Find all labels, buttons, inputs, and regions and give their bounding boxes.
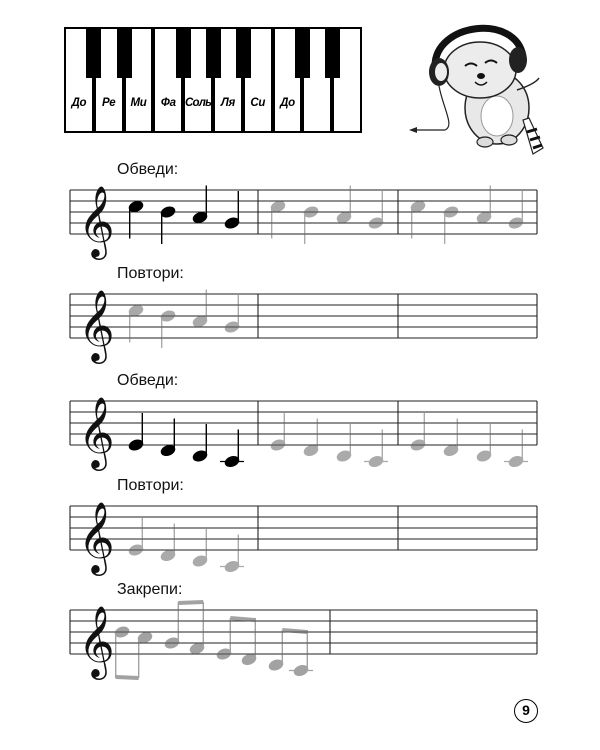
note-group-trace <box>113 602 313 678</box>
piano-key-label-do: До <box>71 97 87 109</box>
treble-clef-icon <box>78 395 115 471</box>
note <box>220 430 244 469</box>
note <box>335 424 353 463</box>
treble-clef-icon <box>78 604 115 680</box>
note <box>159 524 177 563</box>
svg-text:𝄞: 𝄞 <box>78 395 115 468</box>
note <box>191 424 209 463</box>
treble-clef-icon <box>78 288 115 364</box>
piano-key-label-la: Ля <box>220 97 235 109</box>
note <box>409 413 427 452</box>
note-group-solid <box>127 413 244 469</box>
staff-2 <box>0 274 600 394</box>
piano-key-label-mi: Ми <box>130 97 147 109</box>
note <box>159 419 177 458</box>
note <box>127 199 145 238</box>
note-group-trace <box>127 290 241 349</box>
note <box>507 191 525 230</box>
treble-clef-icon <box>78 500 115 576</box>
note <box>127 518 145 557</box>
staff-1 <box>0 170 600 290</box>
piano-black-key <box>86 27 101 78</box>
note-group-trace <box>269 413 528 469</box>
exercise-4-instruction: Повтори: <box>117 477 184 494</box>
note <box>159 309 177 348</box>
note <box>367 191 385 230</box>
piano-black-key <box>236 27 251 78</box>
note <box>475 186 493 225</box>
note-group-solid <box>127 186 241 245</box>
exercise-5-instruction: Закрепи: <box>117 581 183 598</box>
staff-4 <box>0 486 600 606</box>
note <box>269 199 287 238</box>
piano-key-label-sol: Соль <box>185 97 212 109</box>
staff-5 <box>0 590 600 710</box>
note <box>335 186 353 225</box>
note <box>127 413 145 452</box>
beamed-pair <box>113 625 154 678</box>
note <box>302 205 320 244</box>
piano-key-label-re: Ре <box>102 97 116 109</box>
piano-black-key <box>206 27 221 78</box>
piano-keyboard <box>64 27 362 135</box>
svg-text:𝄞: 𝄞 <box>78 604 115 677</box>
note <box>442 419 460 458</box>
piano-black-key <box>176 27 191 78</box>
piano-key-label-do-high: До <box>280 97 295 109</box>
staff-3 <box>0 381 600 501</box>
piano-key-label-fa: Фа <box>160 97 176 109</box>
note <box>409 199 427 238</box>
note <box>223 295 241 334</box>
exercise-2-instruction: Повтори: <box>117 265 184 282</box>
note <box>220 535 244 574</box>
piano-black-key <box>295 27 310 78</box>
piano-black-key <box>325 27 340 78</box>
svg-text:𝄞: 𝄞 <box>78 288 115 361</box>
raccoon-with-headphones-icon <box>405 8 555 168</box>
note <box>127 303 145 342</box>
svg-text:𝄞: 𝄞 <box>78 184 115 257</box>
note <box>191 529 209 568</box>
exercise-3-instruction: Обведи: <box>117 372 179 389</box>
note <box>364 430 388 469</box>
piano-black-key <box>117 27 132 78</box>
note <box>504 430 528 469</box>
note <box>442 205 460 244</box>
svg-text:𝄞: 𝄞 <box>78 500 115 573</box>
note <box>223 191 241 230</box>
note <box>269 413 287 452</box>
page-number: 9 <box>514 699 538 723</box>
note <box>191 290 209 329</box>
note <box>302 419 320 458</box>
note-group-trace <box>269 186 525 245</box>
note <box>191 186 209 225</box>
treble-clef-icon <box>78 184 115 260</box>
note-group-trace <box>127 518 244 574</box>
piano-key-label-si: Си <box>250 97 266 109</box>
note <box>475 424 493 463</box>
note <box>159 205 177 244</box>
exercise-1-instruction: Обведи: <box>117 161 179 178</box>
